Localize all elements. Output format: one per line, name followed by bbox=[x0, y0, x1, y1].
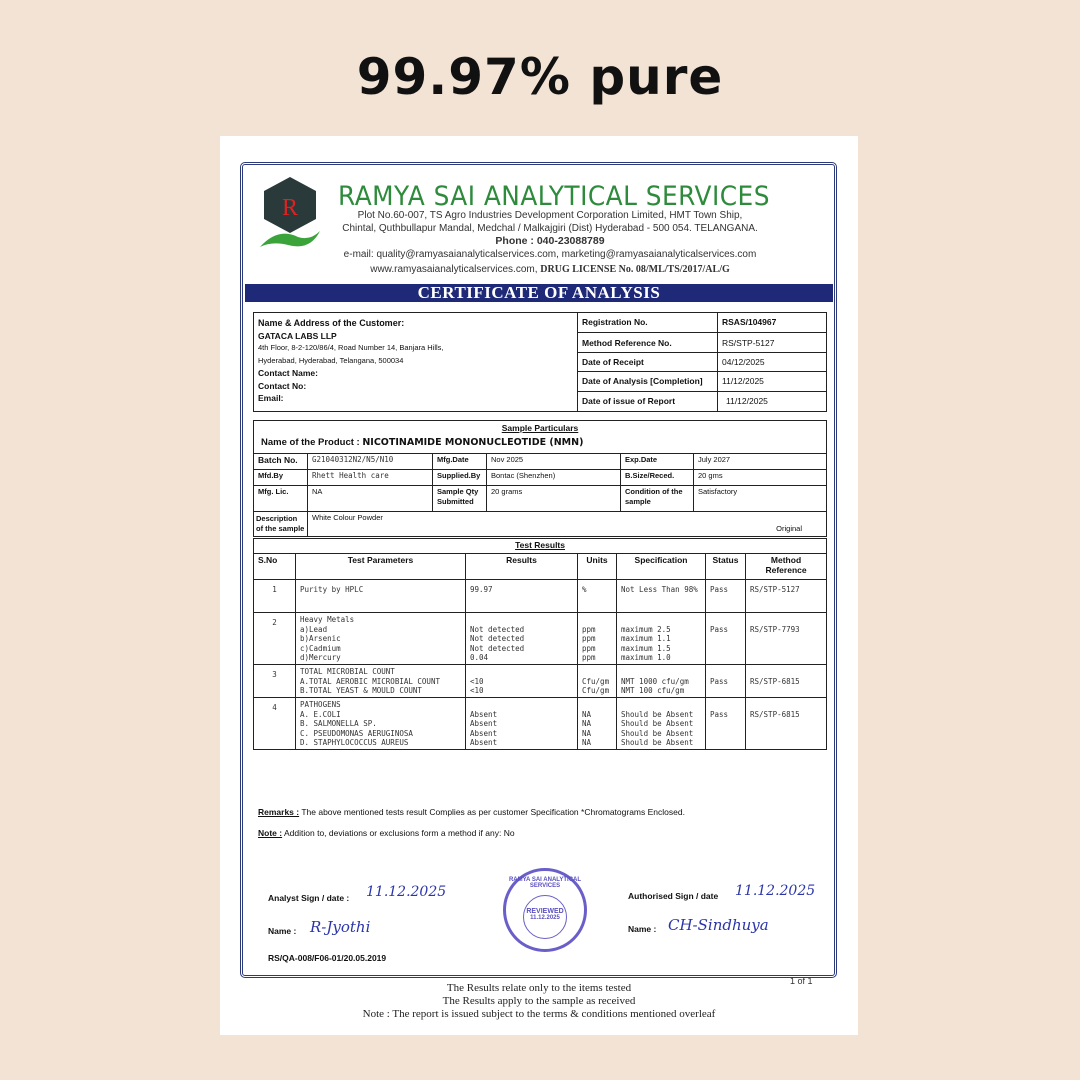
customer-address-2: Hyderabad, Hyderabad, Telangana, 500034 bbox=[258, 355, 404, 365]
email-label: Email: bbox=[258, 393, 284, 403]
result-method: RS/STP-5127 bbox=[746, 580, 827, 613]
lab-email: e-mail: quality@ramyasaianalyticalservices.com, marketing@ramyasaianalyticalservices.com bbox=[343, 249, 757, 260]
result-status: Pass bbox=[706, 665, 746, 698]
result-result: Absent Absent Absent Absent bbox=[466, 698, 578, 750]
batch-label: Batch No. bbox=[254, 454, 308, 470]
result-spec: NMT 1000 cfu/gm NMT 100 cfu/gm bbox=[617, 665, 706, 698]
result-status: Pass bbox=[706, 698, 746, 750]
result-sno: 1 bbox=[254, 580, 296, 613]
result-param: PATHOGENS A. E.COLI B. SALMONELLA SP. C. PSEUDOMONAS AERUGINOSA D. STAPHYLOCOCCUS AUREUS bbox=[296, 698, 466, 750]
column-header: Status bbox=[706, 554, 746, 580]
registration-no: RSAS/104967 bbox=[718, 313, 827, 333]
analyst-name-label: Name : bbox=[268, 926, 297, 936]
lab-name: RAMYA SAI ANALYTICAL SERVICES bbox=[338, 181, 770, 212]
result-row bbox=[254, 665, 827, 698]
analyst-sign-date: 11.12.2025 bbox=[366, 884, 447, 900]
result-param: Purity by HPLC bbox=[296, 580, 466, 613]
result-result: <10 <10 bbox=[466, 665, 578, 698]
result-spec: Should be Absent Should be Absent Should be Absent Should be Absent bbox=[617, 698, 706, 750]
remarks-label: Remarks : bbox=[258, 807, 300, 817]
mfg-date: Nov 2025 bbox=[487, 454, 621, 470]
lab-website: www.ramyasaianalyticalservices.com, bbox=[370, 264, 538, 275]
column-header: Specification bbox=[617, 554, 706, 580]
mfg-lic: NA bbox=[308, 486, 433, 512]
exp-date-label: Exp.Date bbox=[621, 454, 694, 470]
sample-particulars-table bbox=[253, 420, 827, 537]
method-reference-no: RS/STP-5127 bbox=[718, 333, 827, 353]
result-param: Heavy Metals a)Lead b)Arsenic c)Cadmium d)Mercury bbox=[296, 613, 466, 665]
authorised-name: CH-Sindhuya bbox=[668, 916, 769, 934]
condition: Satisfactory bbox=[694, 486, 827, 512]
description-label: Description of the sample bbox=[254, 512, 308, 537]
authorised-sign-label: Authorised Sign / date bbox=[628, 891, 719, 901]
contact-name-label: Contact Name: bbox=[258, 368, 318, 378]
certificate-title: CERTIFICATE OF ANALYSIS bbox=[245, 284, 833, 302]
supplied-by: Bontac (Shenzhen) bbox=[487, 470, 621, 486]
result-row bbox=[254, 698, 827, 750]
result-row bbox=[254, 580, 827, 613]
contact-no-label: Contact No: bbox=[258, 380, 307, 391]
result-method: RS/STP-7793 bbox=[746, 613, 827, 665]
stamp-date: 11.12.2025 bbox=[530, 915, 560, 921]
result-unit: Cfu/gm Cfu/gm bbox=[578, 665, 617, 698]
test-results-heading: Test Results bbox=[254, 539, 827, 554]
result-sno: 2 bbox=[254, 613, 296, 665]
result-spec: maximum 2.5 maximum 1.1 maximum 1.5 maximum 1.0 bbox=[617, 613, 706, 665]
result-unit: NA NA NA NA bbox=[578, 698, 617, 750]
footer-line: Note : The report is issued subject to the terms & conditions mentioned overleaf bbox=[362, 1008, 716, 1020]
info-label: Date of Receipt bbox=[578, 353, 718, 372]
results-header-row bbox=[254, 554, 827, 580]
info-label: Date of Analysis [Completion] bbox=[578, 372, 718, 392]
lab-address-1: Plot No.60-007, TS Agro Industries Development Corporation Limited, HMT Town Ship, bbox=[357, 210, 743, 221]
info-label: Method Reference No. bbox=[578, 333, 718, 353]
customer-address-1: 4th Floor, 8-2-120/86/4, Road Number 14, Banjara Hills, bbox=[258, 343, 444, 352]
lab-address-2: Chintal, Quthbullapur Mandal, Medchal / Malkajgiri (Dist) Hyderabad - 500 054. TELANGANA. bbox=[342, 223, 758, 234]
stamp-text: RAMYA SAI ANALYTICAL SERVICES bbox=[508, 877, 582, 889]
info-label: Date of issue of Report bbox=[578, 392, 718, 412]
date-of-receipt: 04/12/2025 bbox=[718, 353, 827, 372]
description: White Colour Powder bbox=[312, 513, 383, 522]
analyst-sign-label: Analyst Sign / date : bbox=[268, 893, 350, 903]
result-unit: % bbox=[578, 580, 617, 613]
customer-name: GATACA LABS LLP bbox=[258, 330, 337, 341]
batch-size: 20 gms bbox=[694, 470, 827, 486]
result-status: Pass bbox=[706, 613, 746, 665]
column-header: Method Reference bbox=[746, 554, 827, 580]
info-label: Registration No. bbox=[578, 313, 718, 333]
stamp-reviewed: REVIEWED bbox=[526, 908, 564, 915]
mfd-by-label: Mfd.By bbox=[254, 470, 308, 486]
result-spec: Not Less Than 98% bbox=[617, 580, 706, 613]
note-label: Note : bbox=[258, 828, 283, 838]
date-of-issue: 11/12/2025 bbox=[718, 392, 827, 412]
result-method: RS/STP-6815 bbox=[746, 665, 827, 698]
customer-heading: Name & Address of the Customer: bbox=[258, 318, 405, 328]
lab-stamp bbox=[503, 868, 587, 952]
test-results-table bbox=[253, 538, 827, 750]
result-status: Pass bbox=[706, 580, 746, 613]
customer-info-table bbox=[253, 312, 827, 412]
original-mark: Original bbox=[776, 524, 803, 533]
mfg-lic-label: Mfg. Lic. bbox=[254, 486, 308, 512]
condition-label: Condition of the sample bbox=[621, 486, 694, 512]
mfg-date-label: Mfg.Date bbox=[433, 454, 487, 470]
batch-size-label: B.Size/Reced. bbox=[621, 470, 694, 486]
product-name: NICOTINAMIDE MONONUCLEOTIDE (NMN) bbox=[362, 437, 584, 448]
result-row bbox=[254, 613, 827, 665]
result-method: RS/STP-6815 bbox=[746, 698, 827, 750]
drug-license: DRUG LICENSE No. 08/ML/TS/2017/AL/G bbox=[540, 264, 730, 275]
note-text: Addition to, deviations or exclusions form a method if any: No bbox=[284, 828, 515, 838]
column-header: S.No bbox=[254, 554, 296, 580]
authorised-name-label: Name : bbox=[628, 924, 657, 934]
svg-text:R: R bbox=[281, 195, 299, 221]
product-label: Name of the Product : bbox=[261, 437, 363, 448]
result-param: TOTAL MICROBIAL COUNT A.TOTAL AEROBIC MICROBIAL COUNT B.TOTAL YEAST & MOULD COUNT bbox=[296, 665, 466, 698]
batch-no: G21040312N2/N5/N10 bbox=[308, 454, 433, 470]
lab-phone: Phone : 040-23088789 bbox=[495, 235, 605, 247]
column-header: Test Parameters bbox=[296, 554, 466, 580]
sample-qty: 20 grams bbox=[487, 486, 621, 512]
form-code: RS/QA-008/F06-01/20.05.2019 bbox=[268, 953, 387, 963]
headline: 99.97% pure bbox=[356, 48, 724, 106]
remarks-text: The above mentioned tests result Complies as per customer Specification *Chromatograms Enclosed. bbox=[301, 807, 685, 817]
footer-line: The Results apply to the sample as received bbox=[442, 995, 636, 1007]
mfd-by: Rhett Health care bbox=[308, 470, 433, 486]
footer-line: The Results relate only to the items tested bbox=[446, 982, 632, 994]
sample-particulars-heading: Sample Particulars bbox=[501, 423, 579, 433]
sample-qty-label: Sample Qty Submitted bbox=[433, 486, 487, 512]
page-count: 1 of 1 bbox=[790, 976, 813, 986]
result-sno: 4 bbox=[254, 698, 296, 750]
column-header: Units bbox=[578, 554, 617, 580]
exp-date: July 2027 bbox=[694, 454, 827, 470]
result-result: Not detected Not detected Not detected 0.04 bbox=[466, 613, 578, 665]
supplied-by-label: Supplied.By bbox=[433, 470, 487, 486]
result-sno: 3 bbox=[254, 665, 296, 698]
date-of-analysis: 11/12/2025 bbox=[718, 372, 827, 392]
result-result: 99.97 bbox=[466, 580, 578, 613]
analyst-name: R-Jyothi bbox=[310, 918, 371, 936]
authorised-sign-date: 11.12.2025 bbox=[735, 883, 816, 899]
column-header: Results bbox=[466, 554, 578, 580]
result-unit: ppm ppm ppm ppm bbox=[578, 613, 617, 665]
